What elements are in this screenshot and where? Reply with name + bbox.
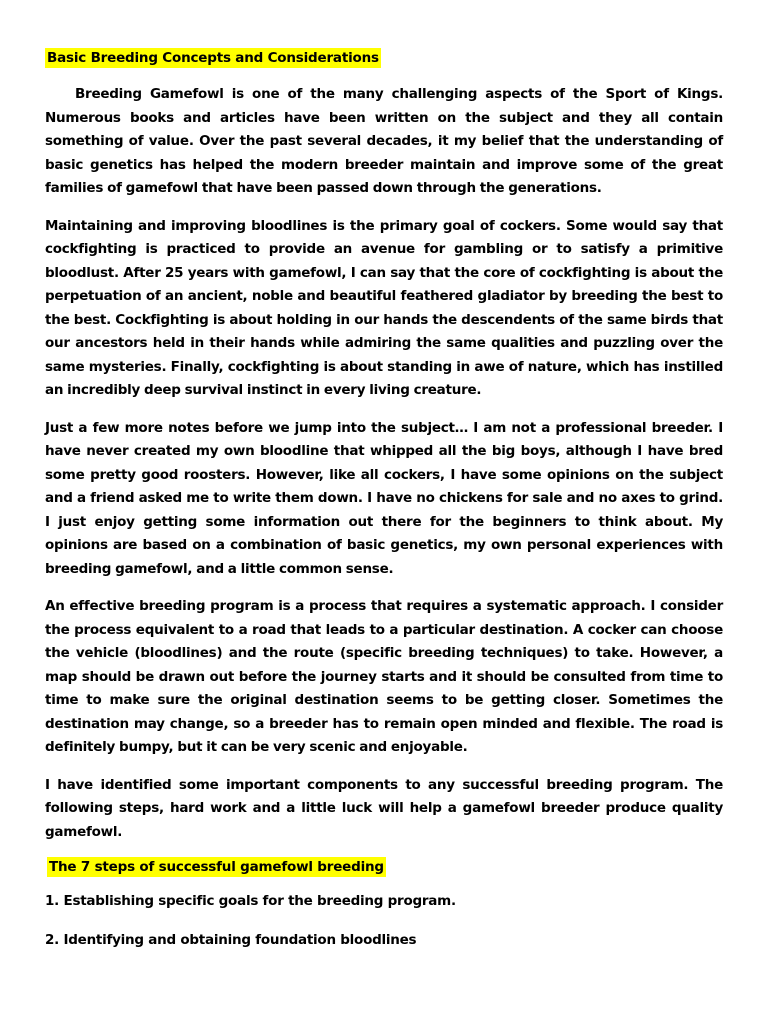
section-heading-seven-steps: The 7 steps of successful gamefowl breeding bbox=[49, 859, 384, 875]
steps-heading-wrap bbox=[45, 856, 723, 877]
step-item-2: 2. Identifying and obtaining foundation bloodlines bbox=[45, 932, 417, 948]
components-paragraph: I have identified some important components to any successful breeding program. The following steps, hard work and a little luck will help a gamefowl breeder produce quality gamefowl. bbox=[45, 776, 723, 840]
intro-paragraph: Breeding Gamefowl is one of the many challenging aspects of the Sport of Kings. Numerous books and articles have been written on the subject and they all contain something of value. Over the past several decades, it my belief that the understanding of basic genetics has helped the modern breeder maintain and improve some of the great families of gamefowl that have been passed down through the generations. bbox=[45, 86, 723, 196]
document-page bbox=[45, 44, 723, 950]
breeding-program-paragraph: An effective breeding program is a process that requires a systematic approach. I consider the process equivalent to a road that leads to a particular destination. A cocker can choose the vehicle (bloodlines) and the route (specific breeding techniques) to take. However, a map should be drawn out before the journey starts and it should be consulted from time to time to make sure the original destination seems to be getting closer. Sometimes the destination may change, so a breeder has to remain open minded and flexible. The road is definitely bumpy, but it can be very scenic and enjoyable. bbox=[45, 598, 723, 755]
bloodlines-paragraph: Maintaining and improving bloodlines is the primary goal of cockers. Some would say that cockfighting is practiced to provide an avenue for gambling or to satisfy a primitive bloodlust. After 25 years with gamefowl, I can say that the core of cockfighting is about the perpetuation of an ancient, noble and beautiful feathered gladiator by breeding the best to the best. Cockfighting is about holding in our hands the descendents of the same birds that our ancestors held in their hands while admiring the same qualities and puzzling over the same mysteries. Finally, cockfighting is about standing in awe of nature, which has instilled an incredibly deep survival instinct in every living creature. bbox=[45, 217, 723, 398]
section-heading-basic-breeding: Basic Breeding Concepts and Considerations bbox=[47, 50, 379, 66]
notes-paragraph: Just a few more notes before we jump into the subject… I am not a professional breeder. I have never created my own bloodline that whipped all the big boys, although I have bred some pretty good roosters. However, like all cockers, I have some opinions on the subject and a friend asked me to write them down. I have no chickens for sale and no axes to grind. I just enjoy getting some information out there for the beginners to think about. My opinions are based on a combination of basic genetics, my own personal experiences with breeding gamefowl, and a little common sense. bbox=[45, 419, 723, 577]
step-item-1: 1. Establishing specific goals for the breeding program. bbox=[45, 893, 456, 909]
